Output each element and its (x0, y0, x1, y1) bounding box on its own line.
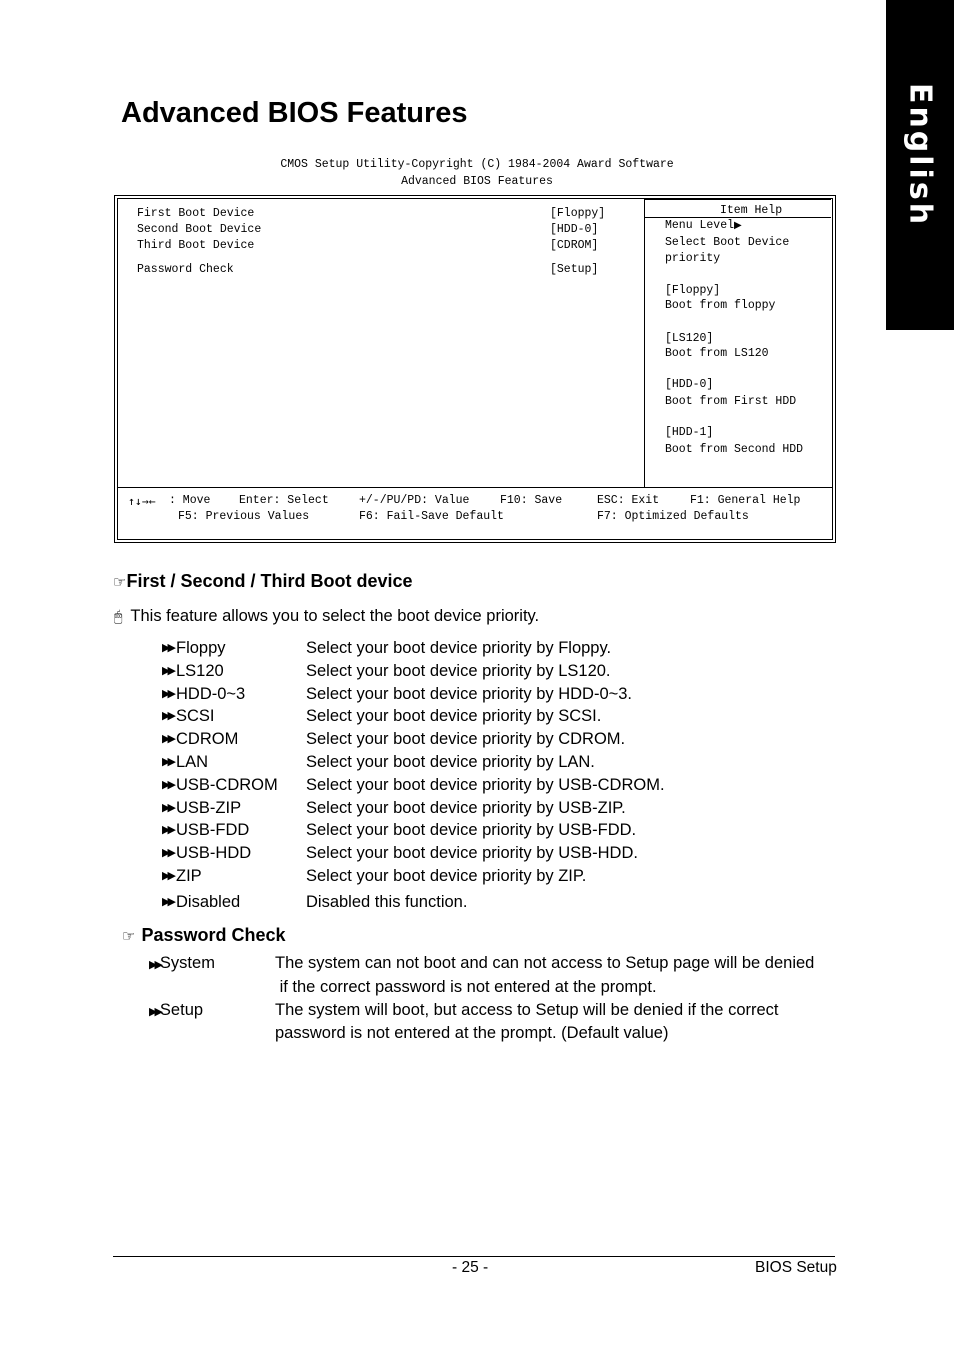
list-item: ▶▶ USB-FDD Select your boot device priority by USB-FDD. (162, 819, 665, 842)
key-move: : Move (169, 494, 211, 507)
help-line: [Floppy] (665, 284, 721, 297)
help-line: Boot from Second HDD (665, 443, 804, 456)
list-item: ▶▶ USB-HDD Select your boot device priority by USB-HDD. (162, 842, 665, 865)
help-line (665, 219, 742, 232)
section-heading-boot-device: ☞First / Second / Third Boot device (113, 571, 413, 591)
key-exit: ESC: Exit (597, 494, 660, 507)
bios-header-line1: CMOS Setup Utility-Copyright (C) 1984-2004 Award Software (280, 158, 674, 171)
list-item: ▶▶ ZIP Select your boot device priority by ZIP. (162, 865, 665, 888)
key-fail-safe: F6: Fail-Save Default (359, 510, 504, 523)
list-item: ▶▶Setup (149, 1001, 204, 1019)
bios-item-third-boot-value[interactable]: [CDROM] (550, 239, 599, 252)
help-line-text: Menu Level (665, 219, 735, 232)
double-arrow-icon: ▶▶ (162, 895, 173, 908)
double-arrow-icon: ▶▶ (162, 664, 173, 677)
bios-header-line2: Advanced BIOS Features (401, 175, 553, 188)
password-option-desc: The system will boot, but access to Setup will be denied if the correct (275, 1001, 779, 1019)
list-item: ▶▶ USB-ZIP Select your boot device priority by USB-ZIP. (162, 797, 665, 820)
section-heading-password-check: ☞ Password Check (122, 925, 286, 945)
help-header-bottom-rule (645, 217, 831, 218)
help-line: Boot from floppy (665, 299, 776, 312)
bios-divider-vertical (644, 199, 645, 487)
bios-item-third-boot-label[interactable]: Third Boot Device (137, 239, 255, 252)
key-previous-values: F5: Previous Values (178, 510, 310, 523)
password-option-desc: if the correct password is not entered at the prompt. (275, 978, 657, 996)
key-general-help: F1: General Help (690, 494, 801, 507)
double-arrow-icon: ▶▶ (162, 824, 173, 837)
double-arrow-icon: ▶▶ (162, 755, 173, 768)
help-line: priority (665, 252, 721, 265)
list-item: ▶▶ Disabled Disabled this function. (162, 891, 665, 914)
double-arrow-icon: ▶▶ (162, 642, 173, 654)
pointing-hand-icon: ☞ (122, 927, 136, 945)
password-option-desc: The system can not boot and can not access to Setup page will be denied (275, 954, 815, 972)
help-line: Boot from First HDD (665, 395, 797, 408)
double-arrow-icon: ▶▶ (162, 801, 173, 814)
bios-item-first-boot-value[interactable]: [Floppy] (550, 207, 606, 220)
list-item: ▶▶ LAN Select your boot device priority by LAN. (162, 751, 665, 774)
double-arrow-icon: ▶▶ (162, 710, 173, 723)
key-enter: Enter: Select (239, 494, 329, 507)
bios-item-second-boot-value[interactable]: [HDD-0] (550, 223, 599, 236)
bios-divider-horizontal (118, 487, 832, 488)
key-value: +/-/PU/PD: Value (359, 494, 470, 507)
boot-options-list (162, 637, 665, 914)
help-line: [HDD-1] (665, 426, 714, 439)
help-line: [LS120] (665, 332, 714, 345)
help-line: [HDD-0] (665, 378, 714, 391)
triangle-right-icon: ▶ (734, 220, 742, 231)
help-line: Select Boot Device (665, 236, 790, 249)
list-item: ▶▶System (149, 954, 215, 972)
arrow-keys-icon: ↑↓→← (128, 494, 156, 508)
double-arrow-icon: ▶▶ (162, 687, 173, 700)
mouse-icon: 🖱 (114, 609, 123, 625)
page-number: - 25 - (452, 1259, 489, 1276)
help-header-top-rule (645, 199, 831, 200)
footer-section-name: BIOS Setup (755, 1259, 837, 1276)
bios-item-first-boot-label[interactable]: First Boot Device (137, 207, 255, 220)
double-arrow-icon: ▶▶ (149, 1006, 160, 1018)
list-item: ▶▶ HDD-0~3 Select your boot device priority by HDD-0~3. (162, 683, 665, 706)
password-option-desc: password is not entered at the prompt. (Default value) (275, 1024, 669, 1042)
bios-item-password-check-label[interactable]: Password Check (137, 263, 234, 276)
help-line: Boot from LS120 (665, 347, 769, 360)
language-tab-label: English (902, 82, 938, 228)
list-item: ▶▶ Floppy Select your boot device priority by Floppy. (162, 637, 665, 660)
pointing-hand-icon: ☞ (113, 573, 127, 591)
footer-rule (113, 1256, 835, 1257)
double-arrow-icon: ▶▶ (149, 959, 160, 971)
double-arrow-icon: ▶▶ (162, 778, 173, 791)
double-arrow-icon: ▶▶ (162, 869, 173, 882)
list-item: ▶▶ LS120 Select your boot device priority by LS120. (162, 660, 665, 683)
page-title: Advanced BIOS Features (121, 97, 468, 129)
list-item: ▶▶ USB-CDROM Select your boot device priority by USB-CDROM. (162, 774, 665, 797)
list-item: ▶▶ SCSI Select your boot device priority by SCSI. (162, 705, 665, 728)
item-help-title: Item Help (720, 204, 783, 217)
double-arrow-icon: ▶▶ (162, 733, 173, 746)
bios-item-second-boot-label[interactable]: Second Boot Device (137, 223, 262, 236)
section-intro: 🖱 This feature allows you to select the boot device priority. (114, 607, 540, 625)
bios-item-password-check-value[interactable]: [Setup] (550, 263, 599, 276)
key-save: F10: Save (500, 494, 563, 507)
double-arrow-icon: ▶▶ (162, 847, 173, 860)
list-item: ▶▶ CDROM Select your boot device priority by CDROM. (162, 728, 665, 751)
key-optimized-defaults: F7: Optimized Defaults (597, 510, 749, 523)
